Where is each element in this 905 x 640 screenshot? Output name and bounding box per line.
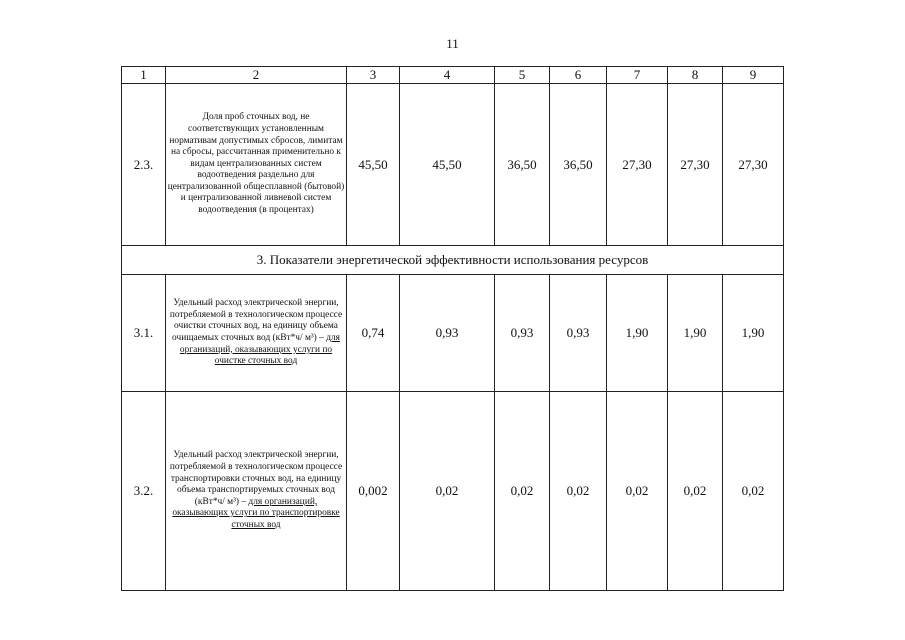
row-description [166,275,347,392]
table-row [122,275,784,392]
column-header: 2 [166,67,347,84]
value-cell: 0,02 [550,392,607,591]
row-description [166,392,347,591]
column-header: 3 [347,67,400,84]
value-cell: 0,74 [347,275,400,392]
column-header: 6 [550,67,607,84]
value-cell: 45,50 [347,84,400,246]
description-text: Удельный расход электрической энергии, потребляемой в технологическом процессе транспортировки сточных вод, на единицу объема транспортируемых сточных вод (кВт*ч/ м³) – [169,450,343,507]
column-header: 9 [723,67,784,84]
table-row [122,84,784,246]
column-number-header-row [122,67,784,84]
column-header: 1 [122,67,166,84]
description-underlined-text: для организаций, оказывающих услуги по транспортировке сточных вод [172,496,340,530]
value-cell: 0,93 [400,275,495,392]
column-header: 7 [607,67,668,84]
value-cell: 1,90 [607,275,668,392]
value-cell: 27,30 [668,84,723,246]
section-title: 3. Показатели энергетической эффективности использования ресурсов [122,246,784,275]
row-number: 2.3. [122,84,166,246]
column-header: 4 [400,67,495,84]
value-cell: 36,50 [550,84,607,246]
value-cell: 0,02 [495,392,550,591]
value-cell: 0,02 [607,392,668,591]
row-description [166,84,347,246]
row-number: 3.1. [122,275,166,392]
value-cell: 0,02 [400,392,495,591]
value-cell: 0,02 [723,392,784,591]
table-row [122,392,784,591]
description-text: Доля проб сточных вод, не соответствующих установленным нормативам допустимых сбросов, лимитам на сбросы, рассчитанная применительно к видам централизованных систем водоотведения раздельно для централизованной общесплавной (бытовой) и централизованной ливневой систем водоотведения (в процентах) [167,112,345,216]
column-header: 8 [668,67,723,84]
description-underlined-text: для организаций, оказывающих услуги по очистке сточных вод [179,333,340,367]
section-header-row [122,246,784,275]
value-cell: 27,30 [723,84,784,246]
value-cell: 27,30 [607,84,668,246]
column-header: 5 [495,67,550,84]
value-cell: 0,02 [668,392,723,591]
value-cell: 1,90 [723,275,784,392]
description-text: Удельный расход электрической энергии, потребляемой в технологическом процессе очистки сточных вод, на единицу объема очищаемых сточных вод (кВт*ч/ м³) – [169,298,343,343]
row-number: 3.2. [122,392,166,591]
value-cell: 0,002 [347,392,400,591]
value-cell: 1,90 [668,275,723,392]
value-cell: 0,93 [495,275,550,392]
page-number: 11 [446,36,459,51]
indicators-table [121,66,784,591]
value-cell: 0,93 [550,275,607,392]
value-cell: 45,50 [400,84,495,246]
value-cell: 36,50 [495,84,550,246]
